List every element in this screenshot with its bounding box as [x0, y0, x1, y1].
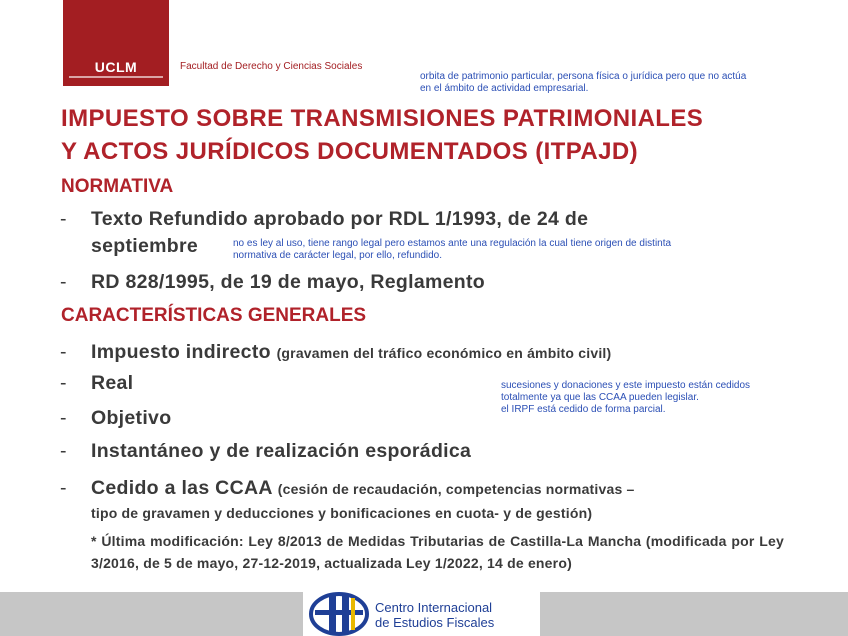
item-text: Texto Refundido aprobado por RDL 1/1993, de 24 de	[91, 208, 589, 230]
note-line: normativa de carácter legal, por ello, refundido.	[233, 250, 443, 261]
item-main: Impuesto indirecto	[91, 341, 271, 363]
heading-normativa: NORMATIVA	[61, 176, 174, 197]
uclm-logo	[63, 0, 169, 86]
note-cesion	[501, 380, 750, 416]
cedido-continuation: tipo de gravamen y deducciones y bonificaciones en cuota- y de gestión)	[91, 505, 593, 521]
bullet-dash: -	[60, 372, 67, 394]
cief-emblem-icon	[307, 592, 371, 636]
bullet-dash: -	[60, 208, 67, 230]
logo-text: UCLM	[94, 59, 138, 75]
note-top-line: en el ámbito de actividad empresarial.	[420, 83, 589, 94]
faculty-name: Facultad de Derecho y Ciencias Sociales	[180, 61, 363, 72]
item-text: RD 828/1995, de 19 de mayo, Reglamento	[91, 271, 485, 293]
page-title	[61, 102, 703, 168]
bullet-dash: -	[60, 271, 67, 293]
note-line: no es ley al uso, tiene rango legal pero estamos ante una regulación la cual tiene origen de distinta	[233, 238, 672, 249]
title-line: IMPUESTO SOBRE TRANSMISIONES PATRIMONIALES	[61, 105, 704, 132]
heading-caracteristicas: CARACTERÍSTICAS GENERALES	[61, 305, 367, 326]
item-text	[91, 339, 611, 367]
item-text: septiembre	[91, 235, 199, 257]
list-item-cedido	[60, 475, 820, 502]
bullet-dash: -	[60, 407, 67, 429]
bullet-dash: -	[60, 440, 67, 462]
cief-logo	[303, 592, 540, 636]
ultima-modificacion: * Última modificación: Ley 8/2013 de Medidas Tributarias de Castilla-La Mancha (modificada por Ley 3/2016, de 5 de mayo, 27-12-2019, actualizada Ley 1/2022, 14 de enero)	[91, 533, 784, 571]
item-text	[91, 475, 635, 503]
note-line: el IRPF está cedido de forma parcial.	[501, 404, 666, 415]
logo-underline	[69, 76, 163, 78]
list-item-instantaneo	[60, 438, 760, 465]
note-top	[420, 71, 746, 95]
note-top-line: orbita de patrimonio particular, persona física o jurídica pero que no actúa	[420, 71, 747, 82]
list-item-indirecto	[60, 339, 820, 366]
cief-name	[375, 600, 494, 630]
item-main: Cedido a las CCAA	[91, 477, 272, 499]
note-texto-refundido	[233, 238, 671, 262]
note-line: sucesiones y donaciones y este impuesto están cedidos	[501, 380, 751, 391]
item-sub: (gravamen del tráfico económico en ámbito civil)	[276, 345, 612, 361]
cief-line: Centro Internacional	[375, 600, 493, 615]
list-item-real	[60, 370, 360, 397]
note-line: totalmente ya que las CCAA pueden legislar.	[501, 392, 699, 403]
cief-line: de Estudios Fiscales	[375, 615, 495, 630]
bullet-dash: -	[60, 477, 67, 499]
item-text: Real	[91, 372, 134, 394]
list-item-objetivo	[60, 405, 360, 432]
title-line: Y ACTOS JURÍDICOS DOCUMENTADOS (ITPAJD)	[61, 138, 638, 165]
item-text: Objetivo	[91, 407, 172, 429]
list-item-reglamento	[60, 269, 760, 296]
item-text: Instantáneo y de realización esporádica	[91, 440, 472, 462]
item-sub: (cesión de recaudación, competencias normativas –	[277, 481, 635, 497]
bullet-dash: -	[60, 341, 67, 363]
